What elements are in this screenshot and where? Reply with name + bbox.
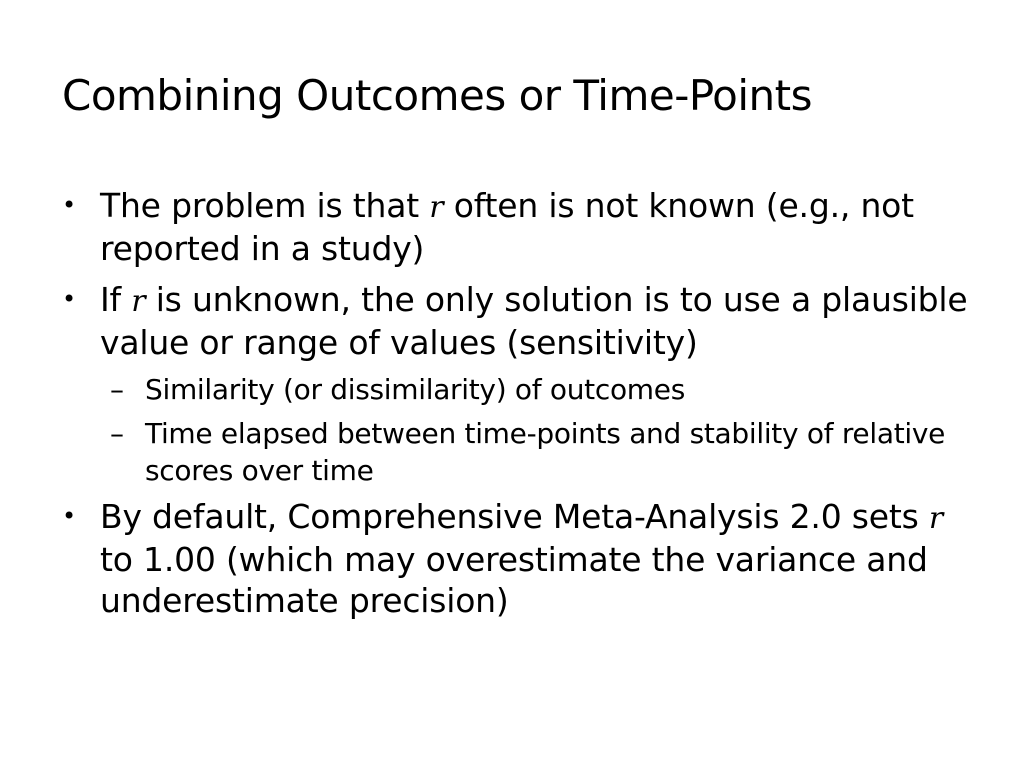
sub-bullet-marker: – [110,373,124,406]
bullet-marker: • [62,502,76,530]
bullet-text: By default, Comprehensive Meta-Analysis 2.0 sets r to 1.00 (which may overestimate the variance and underestimate precision) [100,497,944,620]
bullet-item [62,185,982,269]
bullet-text: The problem is that r often is not known (e.g., not reported in a study) [100,186,914,268]
bullet-list [62,185,982,631]
bullet-item [62,279,982,363]
bullet-marker: • [62,285,76,313]
slide-title: Combining Outcomes or Time-Points [62,71,813,120]
sub-bullet-list [62,371,982,489]
bullet-marker: • [62,191,76,219]
sub-bullet-text: Time elapsed between time-points and stability of relative scores over time [145,417,946,487]
sub-bullet-text: Similarity (or dissimilarity) of outcomes [145,373,685,406]
variable-r: r [928,501,944,536]
variable-r: r [429,190,444,225]
sub-bullet-item [62,371,982,408]
bullet-item [62,496,982,621]
bullet-text: If r is unknown, the only solution is to use a plausible value or range of values (sensitivity) [100,280,968,362]
variable-r: r [131,284,146,319]
sub-bullet-item [62,415,982,489]
sub-bullet-marker: – [110,417,124,450]
